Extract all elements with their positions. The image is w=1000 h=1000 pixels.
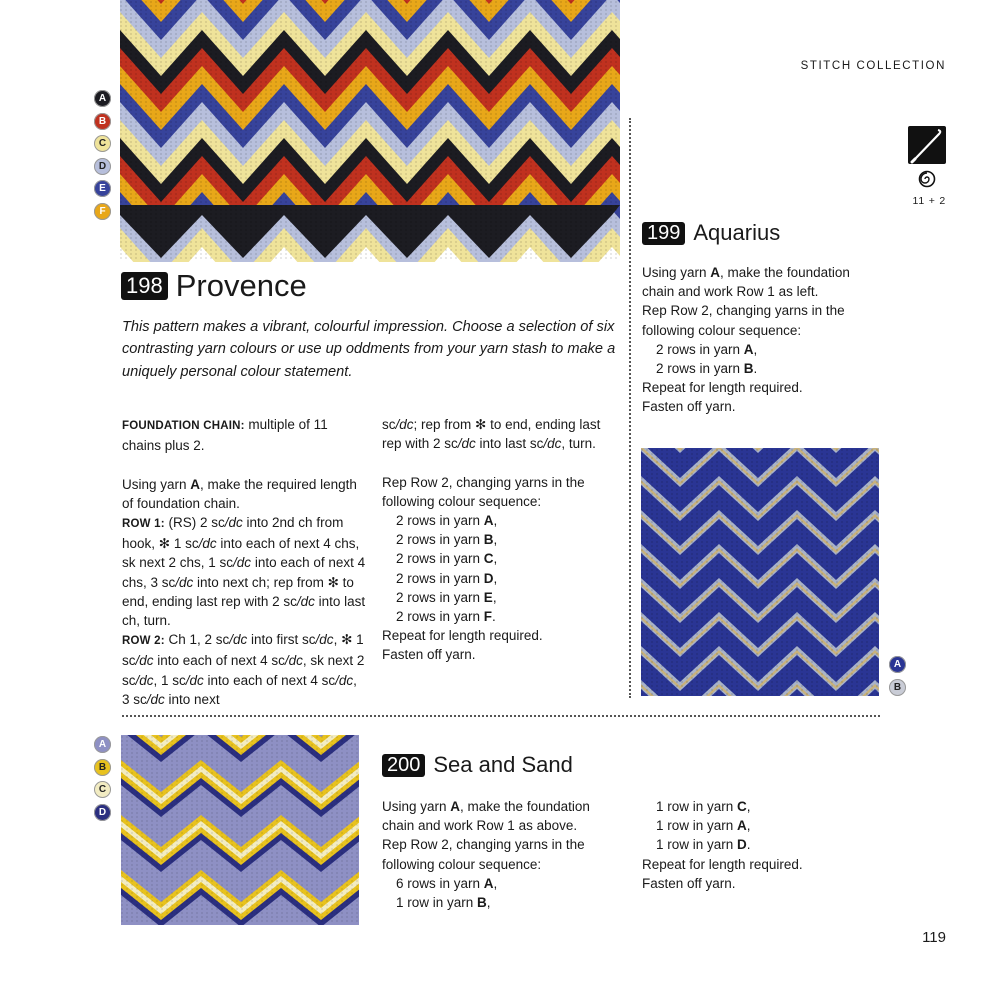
instruction-line <box>382 453 618 472</box>
instruction-text: Ch 1, 2 sc/dc into first sc/dc, ✻ 1 sc/dc into each of next 4 sc/dc, sk next 2 sc/dc, 1 sc/dc into each of next 4 sc/dc, 3 sc/dc into next <box>122 632 365 707</box>
instruction-label: ROW 2: <box>122 635 165 648</box>
instruction-paragraph <box>122 475 366 513</box>
instruction-line: Fasten off yarn. <box>382 647 476 663</box>
crochet-hook-icon <box>908 126 946 164</box>
instruction-line: 2 rows in yarn F. <box>396 609 496 625</box>
pattern-198-name: Provence <box>175 268 307 303</box>
yarn-chip-a: A <box>94 736 111 753</box>
instruction-line: Fasten off yarn. <box>642 399 736 415</box>
yarn-chip-c: C <box>94 135 111 152</box>
pattern-200-number: 200 <box>382 754 425 777</box>
instruction-line: 2 rows in yarn A, <box>656 341 758 357</box>
pattern-200-name: Sea and Sand <box>433 752 573 777</box>
instruction-text: multiple of 11 chains plus 2. <box>122 417 328 454</box>
instruction-line: 2 rows in yarn E, <box>396 589 497 605</box>
pattern-199-number: 199 <box>642 222 685 245</box>
pattern-200-title <box>382 752 573 778</box>
instruction-line: Rep Row 2, changing yarns in the following colour sequence: <box>382 474 585 509</box>
instruction-text: (RS) 2 sc/dc into 2nd ch from hook, ✻ 1 sc/dc into each of next 4 chs, sk next 2 chs, 1 sc/dc into each of next 4 chs, 3 sc/dc into next ch; rep from ✻ to end, ending last rep with 2 sc/dc into last ch, turn. <box>122 515 366 629</box>
instruction-text: Using yarn A, make the required length of foundation chain. <box>122 476 357 511</box>
instruction-line: 1 row in yarn D. <box>656 837 751 853</box>
instruction-line: 6 rows in yarn A, <box>396 875 498 891</box>
pattern-198-title <box>121 268 307 304</box>
spacer <box>122 455 366 474</box>
yarn-chip-a: A <box>889 656 906 673</box>
yarn-chip-f: F <box>94 203 111 220</box>
sea-and-sand-swatch-image <box>121 735 359 925</box>
yarn-chip-b: B <box>94 759 111 776</box>
instruction-line: sc/dc; rep from ✻ to end, ending last rep with 2 sc/dc into last sc/dc, turn. <box>382 417 601 452</box>
instruction-line: 2 rows in yarn B. <box>656 361 758 377</box>
instruction-line: 2 rows in yarn A, <box>396 513 498 529</box>
provence-swatch-image <box>120 0 620 262</box>
page-number: 119 <box>922 929 946 946</box>
instruction-line: 1 row in yarn A, <box>656 818 751 834</box>
instruction-paragraph <box>122 630 366 709</box>
instruction-line: Rep Row 2, changing yarns in the following colour sequence: <box>382 837 585 872</box>
yarn-ball-icon <box>918 170 936 188</box>
yarn-chip-d: D <box>94 158 111 175</box>
instruction-line: Repeat for length required. <box>382 628 543 644</box>
yarn-chip-d: D <box>94 804 111 821</box>
yarn-chip-e: E <box>94 180 111 197</box>
instruction-line: Repeat for length required. <box>642 380 803 396</box>
section-header: STITCH COLLECTION <box>800 60 946 72</box>
instruction-line: 1 row in yarn B, <box>396 895 491 911</box>
instruction-line: 2 rows in yarn C, <box>396 551 498 567</box>
instruction-line: 2 rows in yarn B, <box>396 532 498 548</box>
provence-instructions-col1 <box>122 415 366 709</box>
vertical-divider <box>629 118 631 698</box>
yarn-chip-b: B <box>94 113 111 130</box>
pattern-199-title <box>642 220 780 246</box>
instruction-line: 2 rows in yarn D, <box>396 570 498 586</box>
sea-and-sand-instructions-col2 <box>642 797 882 893</box>
horizontal-divider <box>122 715 880 717</box>
pattern-198-number: 198 <box>121 272 168 299</box>
instruction-label: FOUNDATION CHAIN: <box>122 420 245 432</box>
pattern-199-name: Aquarius <box>693 220 781 245</box>
aquarius-instructions <box>642 263 882 417</box>
instruction-line: Repeat for length required. <box>642 856 803 872</box>
yarn-chip-c: C <box>94 781 111 798</box>
instruction-line: 1 row in yarn C, <box>656 799 751 814</box>
instruction-line: Using yarn A, make the foundation chain and work Row 1 as left. <box>642 265 850 300</box>
sea-and-sand-instructions-col1 <box>382 797 622 912</box>
yarn-chip-b: B <box>889 679 906 696</box>
provence-instructions-col2 <box>382 415 618 665</box>
provence-intro: This pattern makes a vibrant, colourful impression. Choose a selection of six contrasting yarn colours or use up oddments from your yarn stash to make a uniquely personal colour statement. <box>122 319 616 380</box>
instruction-label: ROW 1: <box>122 518 165 531</box>
instruction-line: Rep Row 2, changing yarns in the following colour sequence: <box>642 303 845 338</box>
instruction-line: Using yarn A, make the foundation chain and work Row 1 as above. <box>382 799 590 834</box>
aquarius-swatch-image <box>641 448 879 696</box>
yarn-chip-a: A <box>94 90 111 107</box>
stitch-repeat: 11 + 2 <box>912 195 946 207</box>
instruction-paragraph <box>122 513 366 630</box>
instruction-paragraph <box>122 415 366 455</box>
instruction-line: Fasten off yarn. <box>642 875 736 891</box>
